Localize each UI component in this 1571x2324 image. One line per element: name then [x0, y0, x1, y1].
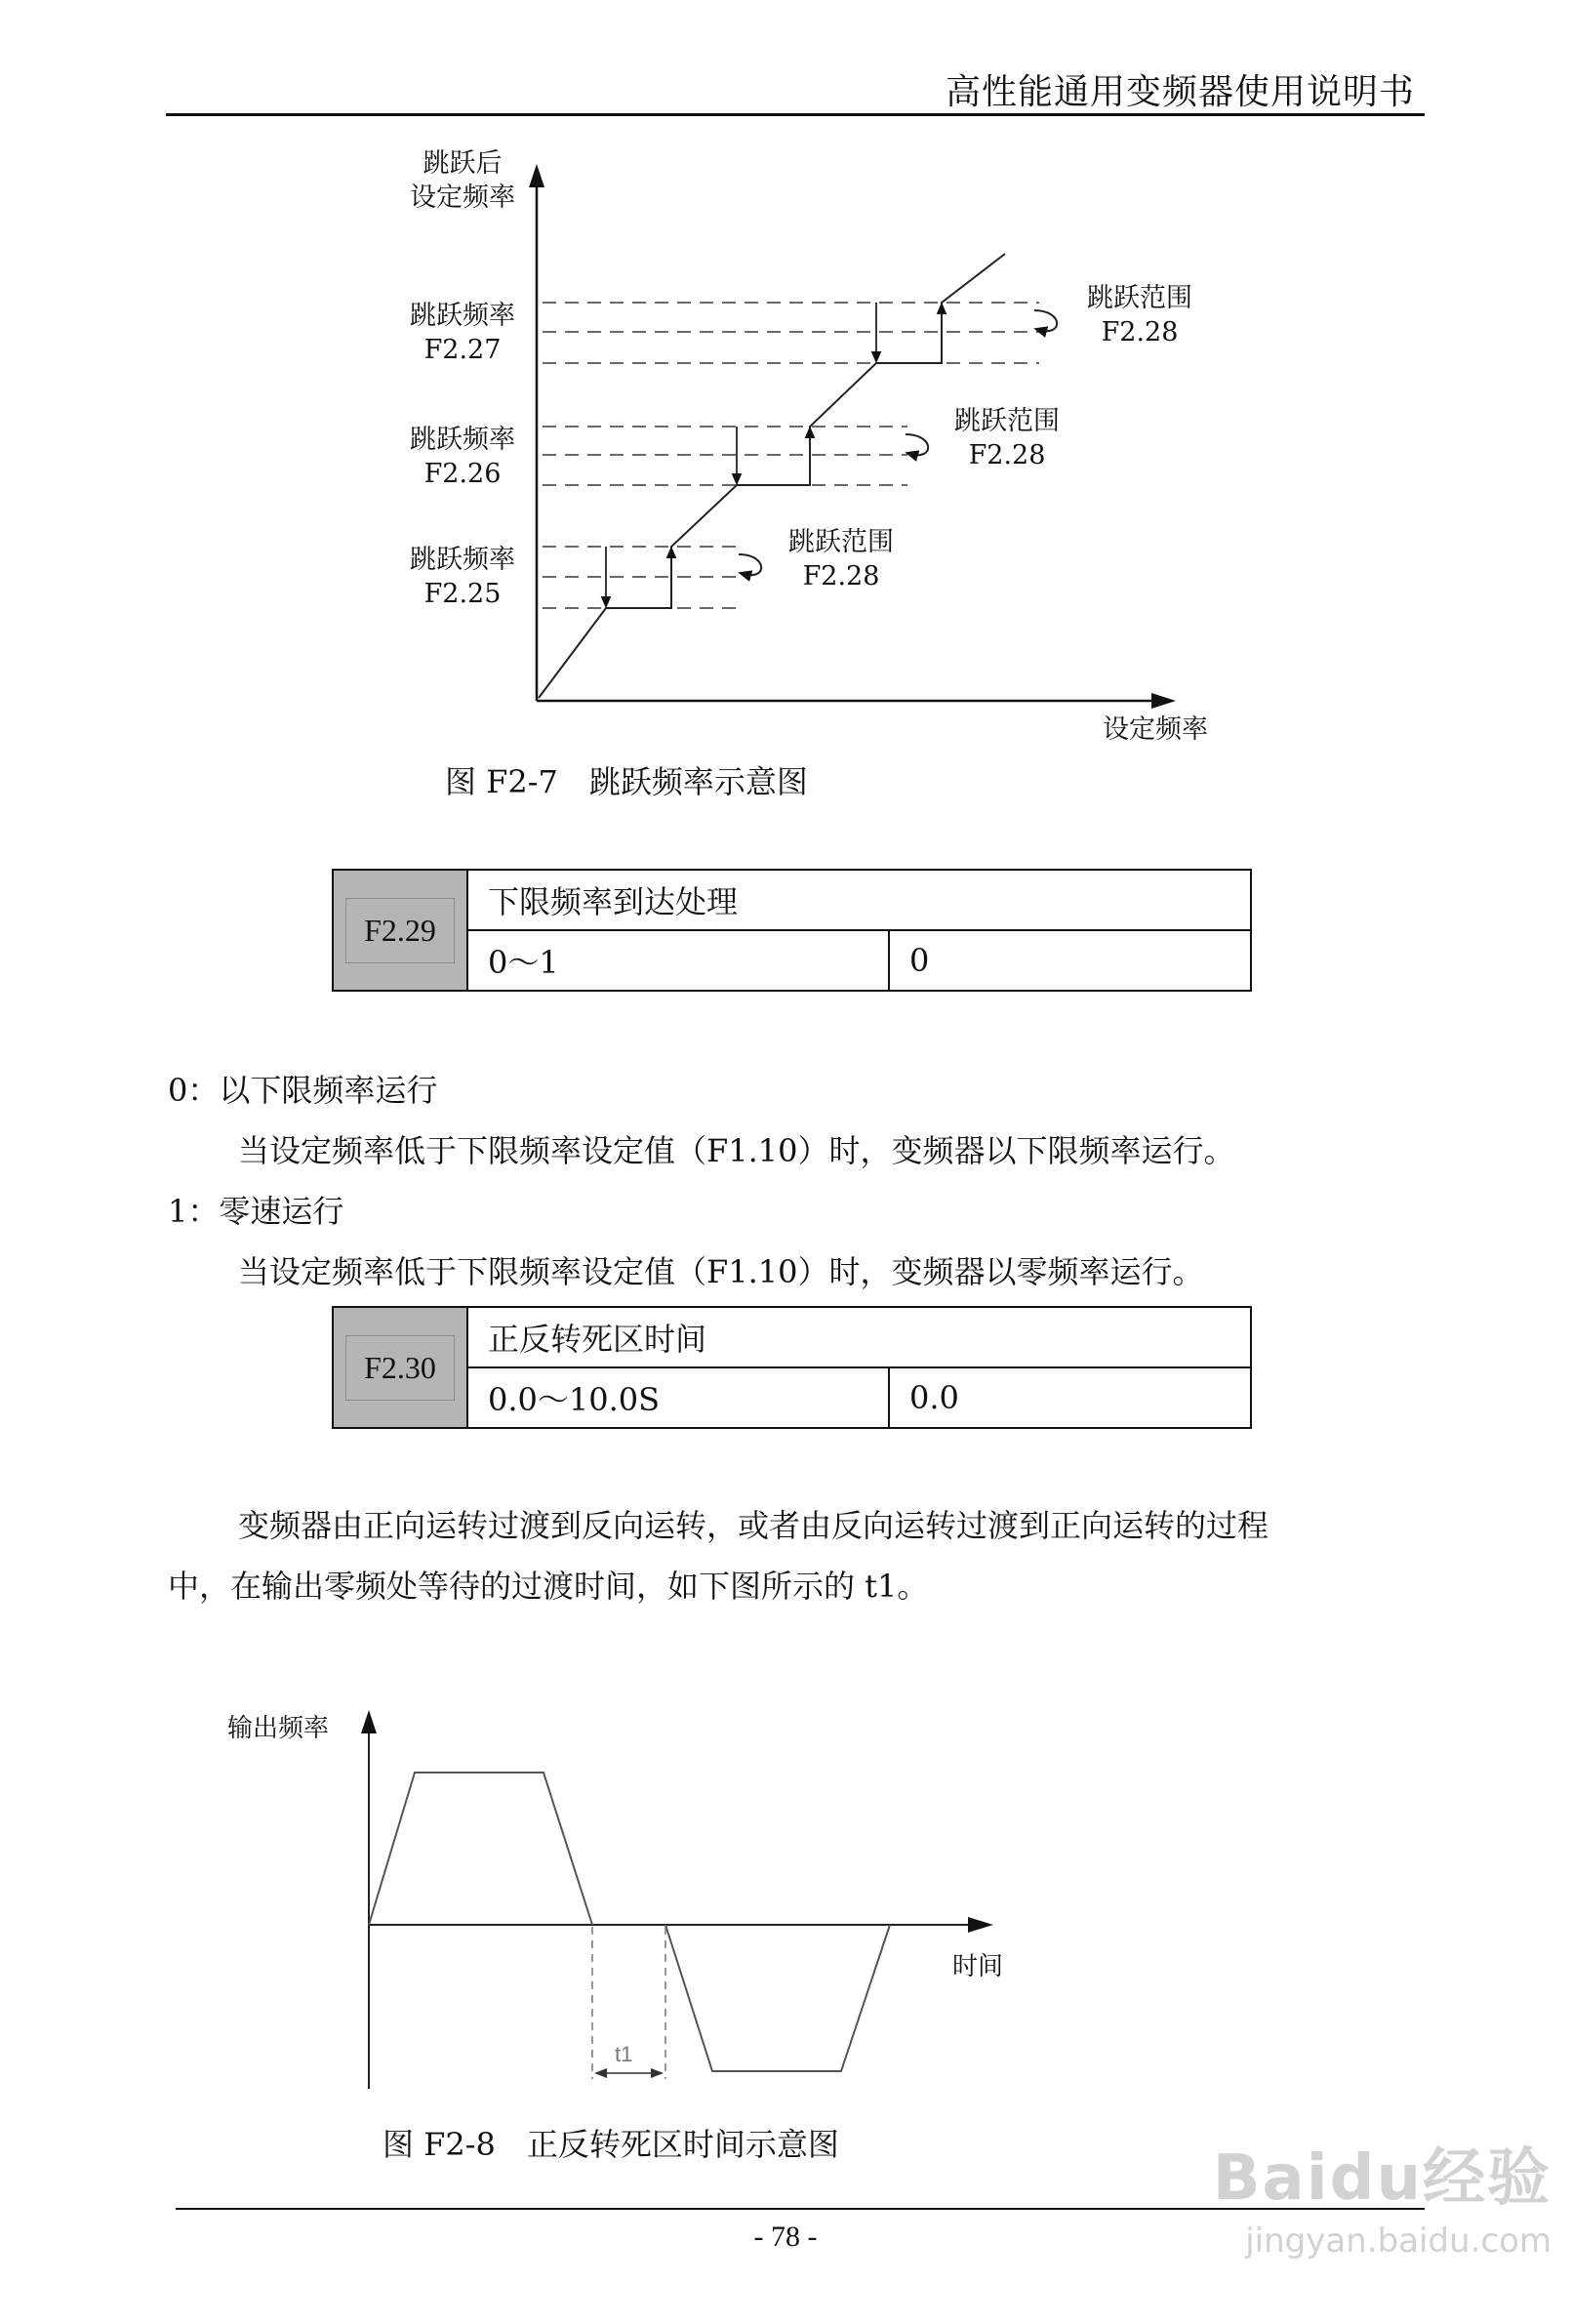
paragraph-line2: 中，在输出零频处等待的过渡时间，如下图所示的 t1。 — [168, 1568, 929, 1605]
x-axis-label: 时间 — [952, 1952, 1004, 1981]
jump-frequency-diagram — [0, 0, 1571, 859]
dead-time-diagram — [0, 1689, 1571, 2118]
param-range: 0.0～10.0S — [467, 1367, 889, 1428]
param-default: 0 — [889, 930, 1251, 991]
jump-freq-code: F2.27 — [423, 335, 502, 365]
jump-range-label: 跳跃范围 — [788, 527, 894, 557]
jump-range-label: 跳跃范围 — [1087, 283, 1192, 313]
jump-freq-code: F2.26 — [423, 459, 502, 489]
forward-run-curve — [369, 1773, 592, 1925]
param-name: 下限频率到达处理 — [467, 870, 1251, 930]
jump-range-code: F2.28 — [802, 561, 880, 591]
jump-range-code: F2.28 — [968, 440, 1046, 470]
y-axis-label: 输出频率 — [227, 1714, 330, 1743]
watermark-url: jingyan.baidu.com — [1245, 2222, 1551, 2261]
figure-caption: 图 F2-7 跳跃频率示意图 — [445, 763, 808, 800]
option-0-desc: 当设定频率低于下限频率设定值（F1.10）时，变频器以下限频率运行。 — [238, 1132, 1235, 1169]
watermark-brand: Baidu经验 — [1212, 2142, 1551, 2215]
param-code-cell — [333, 870, 467, 991]
jump-freq-code: F2.25 — [423, 579, 502, 609]
figure-caption: 图 F2-8 正反转死区时间示意图 — [383, 2126, 839, 2163]
param-default: 0.0 — [889, 1367, 1251, 1428]
option-0-label: 0：以下限频率运行 — [168, 1072, 438, 1109]
jump-range-label: 跳跃范围 — [954, 406, 1060, 436]
param-table-f2-29 — [332, 869, 1252, 992]
t1-label: t1 — [615, 2042, 633, 2066]
header-title: 高性能通用变频器使用说明书 — [945, 72, 1415, 112]
jump-freq-label: 跳跃频率 — [410, 425, 515, 455]
jump-freq-label: 跳跃频率 — [410, 301, 515, 331]
jump-range-code: F2.28 — [1101, 317, 1179, 347]
param-range: 0～1 — [467, 930, 889, 991]
param-code: F2.29 — [345, 898, 455, 963]
page-number: - 78 - — [753, 2221, 818, 2253]
param-code-cell — [333, 1307, 467, 1428]
option-1-desc: 当设定频率低于下限频率设定值（F1.10）时，变频器以零频率运行。 — [238, 1253, 1204, 1290]
output-frequency-curve — [539, 254, 1005, 698]
param-code: F2.30 — [345, 1335, 455, 1401]
jump-freq-label: 跳跃频率 — [410, 545, 515, 575]
param-table-f2-30 — [332, 1306, 1252, 1429]
x-axis-label: 设定频率 — [1103, 714, 1208, 745]
y-axis-label-line1: 跳跃后 — [423, 148, 503, 179]
reverse-run-curve — [665, 1925, 890, 2071]
baidu-watermark — [1213, 2128, 1551, 2261]
paragraph-line1: 变频器由正向运转过渡到反向运转，或者由反向运转过渡到正向运转的过程 — [238, 1507, 1269, 1544]
option-1-label: 1：零速运行 — [168, 1193, 344, 1230]
y-axis-label-line2: 设定频率 — [410, 183, 515, 213]
param-name: 正反转死区时间 — [467, 1307, 1251, 1367]
